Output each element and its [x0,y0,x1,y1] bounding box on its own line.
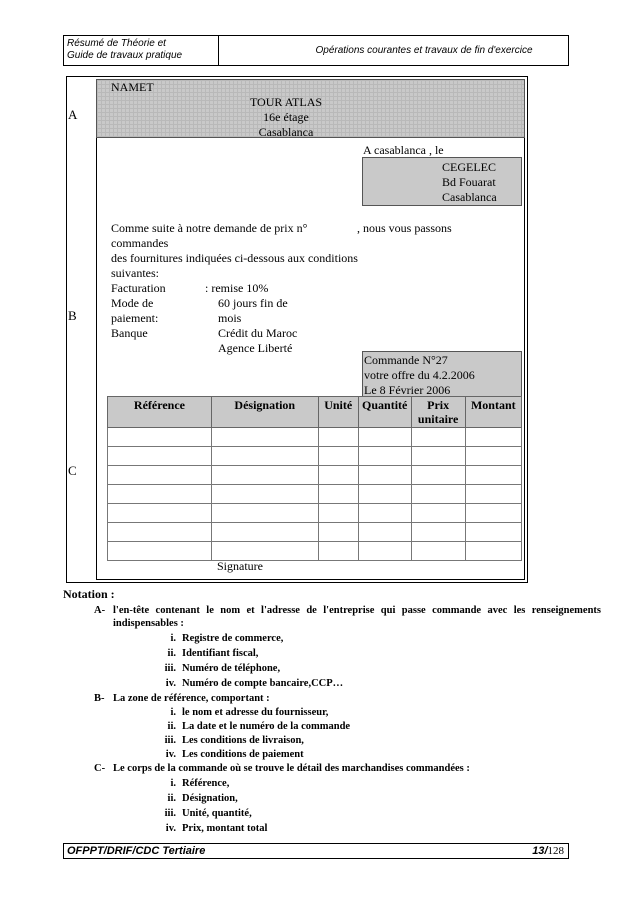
table-cell [211,485,318,504]
header-right: Opérations courantes et travaux de fin d'exercice [315,45,533,56]
bank-value-1: Crédit du Maroc [218,326,298,340]
note-a-item-3: iii. Numéro de téléphone, [164,663,281,674]
order-date: Le 8 Février 2006 [364,383,451,397]
table-cell [211,428,318,447]
supplier-name: CEGELEC [442,160,496,174]
section-a-letter: A [68,107,78,122]
note-c-item-4: iv. Prix, montant total [165,823,268,834]
table-cell [318,485,358,504]
bank-value-2: Agence Liberté [218,341,293,355]
sender-name: NAMET [111,80,154,94]
table-cell [411,466,465,485]
table-cell [411,542,465,561]
page-header [63,35,569,66]
table-row [108,485,522,504]
col-unit-price: Prix unitaire [411,397,465,428]
note-c-item-1: i. Référence, [170,778,230,789]
col-amount: Montant [465,397,521,428]
col-quantity: Quantité [358,397,411,428]
table-cell [465,504,521,523]
body-line3: des fournitures indiquées ci-dessous aux conditions [111,251,358,265]
order-offer: votre offre du 4.2.2006 [364,368,475,382]
note-a-text2: indispensables : [113,618,184,629]
table-cell [318,447,358,466]
table-cell [411,428,465,447]
table-cell [108,542,212,561]
table-row [108,466,522,485]
table-cell [108,466,212,485]
table-cell [465,523,521,542]
note-c-item-3: iii. Unité, quantité, [164,808,252,819]
table-cell [318,542,358,561]
table-cell [358,504,411,523]
note-b-item-4: iv. Les conditions de paiement [165,749,304,760]
note-b-item-1: i. le nom et adresse du fournisseur, [170,707,329,718]
order-table [107,396,522,561]
note-b-item-3: iii. Les conditions de livraison, [164,735,304,746]
section-b-letter: B [68,308,77,323]
table-cell [211,542,318,561]
payment-value-1: 60 jours fin de [218,296,288,310]
body-line1b: , nous vous passons [357,221,452,235]
table-cell [211,466,318,485]
table-cell [108,485,212,504]
payment-value-2: mois [218,311,242,325]
sender-line1: TOUR ATLAS [249,95,323,109]
body-line4: suivantes: [111,266,159,280]
table-cell [318,504,358,523]
note-b-text: La zone de référence, comportant : [113,693,270,704]
table-row [108,428,522,447]
col-designation: Désignation [211,397,318,428]
table-cell [465,485,521,504]
date-line: A casablanca , le [363,143,444,157]
note-a-item-4: iv. Numéro de compte bancaire,CCP… [165,678,344,689]
payment-label-2: paiement: [111,311,159,325]
note-b-item-2: ii. La date et le numéro de la commande [167,721,351,732]
sender-line3: Casablanca [258,125,314,139]
footer-left: OFPPT/DRIF/CDC Tertiaire [67,845,206,857]
table-cell [465,428,521,447]
order-table-header-row [108,397,522,428]
table-cell [465,447,521,466]
bank-label: Banque [111,326,148,340]
table-cell [465,466,521,485]
table-cell [211,447,318,466]
notation-title: Notation : [63,587,115,601]
table-cell [358,485,411,504]
col-unit: Unité [318,397,358,428]
table-cell [358,428,411,447]
billing-label: Facturation [111,281,166,295]
page-footer [63,843,569,859]
header-left [64,36,219,65]
table-cell [411,447,465,466]
table-cell [411,485,465,504]
note-c-item-2: ii. Désignation, [167,793,238,804]
table-cell [108,447,212,466]
table-cell [318,523,358,542]
sender-line2: 16e étage [263,110,309,124]
table-cell [465,542,521,561]
supplier-city: Casablanca [442,190,497,204]
table-cell [411,504,465,523]
table-cell [318,466,358,485]
note-a-item-1: i. Registre de commerce, [170,633,284,644]
table-row [108,447,522,466]
table-row [108,542,522,561]
table-cell [358,542,411,561]
signature-label: Signature [217,559,263,573]
note-a-text1: l'en-tête contenant le nom et l'adresse de l'entreprise qui passe commande avec les renseignements [113,605,601,616]
note-c-marker: C- [94,763,106,774]
page-separator: / [544,845,548,857]
page-total: 128 [547,845,564,857]
table-cell [108,504,212,523]
page-current: 13 [532,845,545,857]
note-c-text: Le corps de la commande où se trouve le détail des marchandises commandées : [113,763,470,774]
note-a-item-2: ii. Identifiant fiscal, [167,648,259,659]
supplier-address: Bd Fouarat [442,175,496,189]
billing-value: : remise 10% [205,281,269,295]
table-cell [358,447,411,466]
table-row [108,504,522,523]
table-cell [108,523,212,542]
col-reference: Référence [108,397,212,428]
table-cell [211,523,318,542]
table-cell [211,504,318,523]
table-cell [108,428,212,447]
table-cell [358,466,411,485]
table-cell [318,428,358,447]
table-cell [411,523,465,542]
section-c-letter: C [68,463,77,478]
order-table-body [108,428,522,561]
note-a-marker: A- [94,605,106,616]
payment-label-1: Mode de [111,296,154,310]
header-left-line1: Résumé de Théorie et [67,38,166,49]
table-cell [358,523,411,542]
table-row [108,523,522,542]
note-b-marker: B- [94,693,105,704]
order-number: Commande N°27 [364,353,448,367]
body-line1a: Comme suite à notre demande de prix n° [111,221,308,235]
page-number [532,844,564,858]
header-left-line2: Guide de travaux pratique [67,50,183,61]
body-line2: commandes [111,236,169,250]
